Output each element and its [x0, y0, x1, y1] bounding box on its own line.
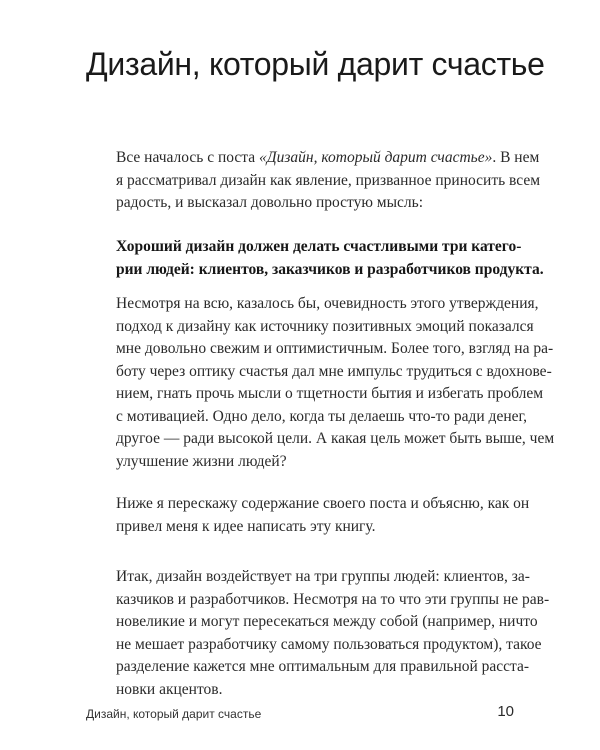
text-line: новеликие и могут пересекаться между собой (например, ничто: [116, 613, 538, 630]
text-line: радость, и высказал довольно простую мысль:: [116, 194, 423, 211]
paragraph-body-3: [116, 566, 550, 701]
text-line: не мешает разработчику самому пользоваться продуктом), такое: [116, 635, 542, 653]
text-line: подход к дизайну как источнику позитивных эмоций показался: [116, 317, 534, 335]
running-footer-title: Дизайн, который дарит счастье: [86, 707, 262, 721]
text-fragment: Все началось с поста: [116, 149, 260, 166]
text-line: разделение кажется мне оптимальным для правильной расста-: [116, 658, 530, 675]
text-line: казчиков и разработчиков. Несмотря на то что эти группы не рав-: [116, 590, 550, 608]
text-line: привел меня к идее написать эту книгу.: [116, 517, 376, 535]
text-fragment: . В нем: [492, 149, 540, 166]
text-line: с мотивацией. Одно дело, когда ты делаешь что-то ради денег,: [116, 407, 527, 425]
page-number: 10: [497, 703, 514, 720]
text-line: Хороший дизайн должен делать счастливыми три катего-: [116, 238, 522, 255]
paragraph-body-1: [116, 293, 555, 473]
text-line: другое — ради высокой цели. А какая цель может быть выше, чем: [116, 430, 555, 447]
text-line: Итак, дизайн воздействует на три группы людей: клиентов, за-: [116, 568, 530, 585]
chapter-title: Дизайн, который дарит счастье: [86, 46, 545, 82]
text-line: я рассматривал дизайн как явление, призванное приносить всем: [116, 171, 541, 189]
text-line: улучшение жизни людей?: [116, 452, 287, 470]
key-statement: [116, 236, 544, 281]
paragraph-intro: [116, 147, 541, 215]
post-title-quote: «Дизайн, который дарит счастье»: [259, 149, 493, 166]
text-line: [116, 147, 540, 170]
text-line: новки акцентов.: [116, 680, 223, 698]
text-line: боту через оптику счастья дал мне импульс трудиться с вдохнове-: [116, 362, 552, 380]
text-line: Ниже я перескажу содержание своего поста и объясню, как он: [116, 495, 530, 512]
paragraph-body-2: [116, 493, 530, 538]
text-line: Несмотря на всю, казалось бы, очевидность этого утверждения,: [116, 295, 539, 312]
text-line: нием, гнать прочь мысли о тщетности бытия и избегать проблем: [116, 385, 544, 402]
text-line: мне довольно свежим и оптимистичным. Более того, взгляд на ра-: [116, 340, 554, 357]
text-line: рии людей: клиентов, заказчиков и разработчиков продукта.: [116, 260, 544, 278]
